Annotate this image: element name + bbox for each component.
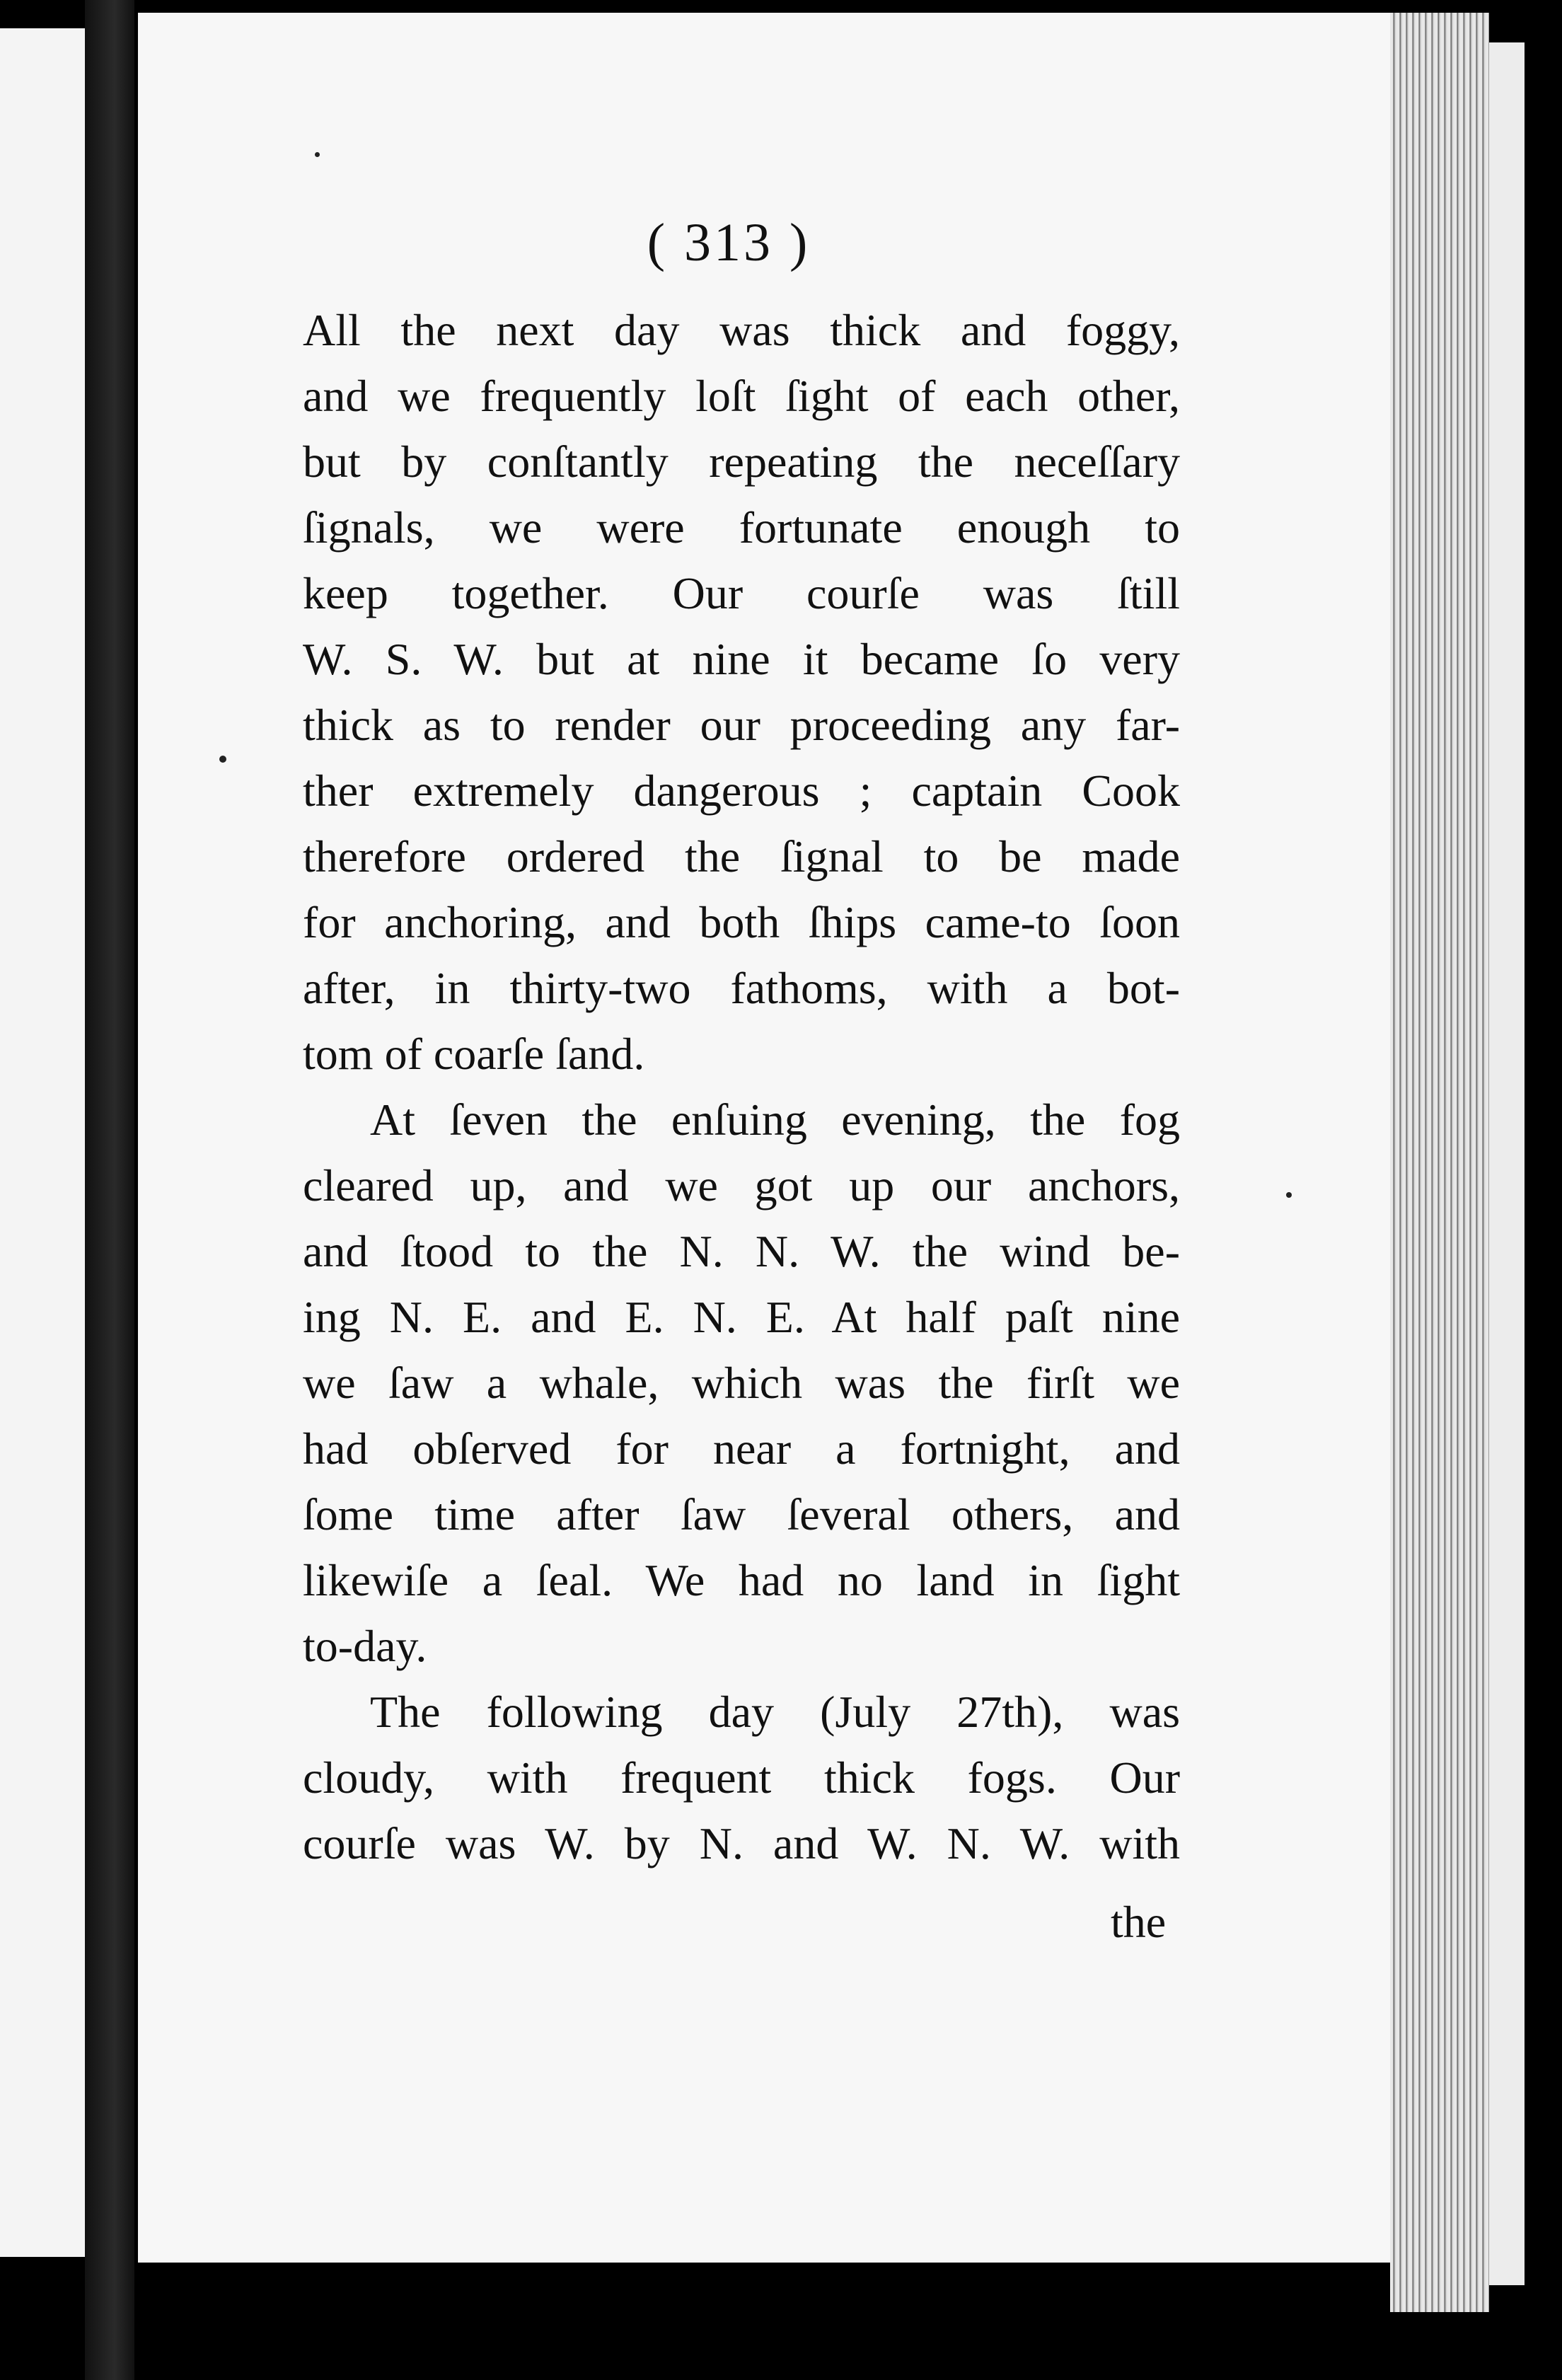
- text-line: thick as to render our proceeding any far-: [303, 700, 1180, 750]
- text-line: likewiſe a ſeal. We had no land in ſight: [303, 1555, 1180, 1605]
- ink-speck: [1286, 1192, 1292, 1198]
- book-gutter: [85, 0, 134, 2380]
- text-line: and we frequently loſt ſight of each other,: [303, 371, 1180, 421]
- facing-page-edge: [0, 28, 85, 2257]
- scan-border: [1525, 42, 1562, 2306]
- text-line: tom of coarſe ſand.: [303, 1029, 645, 1079]
- text-line: ther extremely dangerous ; captain Cook: [303, 766, 1180, 816]
- page-stack-edges: [1390, 13, 1489, 2312]
- page-number: ( 313 ): [647, 213, 811, 272]
- text-line: ſome time after ſaw ſeveral others, and: [303, 1489, 1180, 1540]
- text-line: courſe was W. by N. and W. N. W. with: [303, 1818, 1180, 1868]
- text-line: after, in thirty-two fathoms, with a bot-: [303, 963, 1180, 1013]
- text-line: had obſerved for near a fortnight, and: [303, 1423, 1180, 1474]
- ink-speck: [219, 756, 226, 763]
- text-line: we ſaw a whale, which was the firſt we: [303, 1358, 1180, 1408]
- text-line: ing N. E. and E. N. E. At half paſt nine: [303, 1292, 1180, 1342]
- text-line: ſignals, we were fortunate enough to: [303, 502, 1180, 553]
- back-cover-edge: [1489, 42, 1525, 2285]
- text-line: cloudy, with frequent thick fogs. Our: [303, 1752, 1180, 1803]
- text-line: The following day (July 27th), was: [370, 1687, 1180, 1737]
- text-line: to-day.: [303, 1621, 427, 1671]
- text-line: and ſtood to the N. N. W. the wind be-: [303, 1226, 1180, 1276]
- text-line: therefore ordered the ſignal to be made: [303, 831, 1180, 882]
- ink-speck: [315, 152, 320, 157]
- text-line: cleared up, and we got up our anchors,: [303, 1160, 1180, 1211]
- text-line: for anchoring, and both ſhips came-to ſoon: [303, 897, 1180, 947]
- text-line: All the next day was thick and foggy,: [303, 305, 1180, 355]
- text-line: keep together. Our courſe was ſtill: [303, 568, 1180, 618]
- text-line: but by conſtantly repeating the neceſſary: [303, 437, 1180, 487]
- catchword: the: [1111, 1897, 1167, 1947]
- text-line: At ſeven the enſuing evening, the fog: [370, 1094, 1180, 1145]
- body-text: [303, 297, 1180, 1876]
- text-line: W. S. W. but at nine it became ſo very: [303, 634, 1180, 684]
